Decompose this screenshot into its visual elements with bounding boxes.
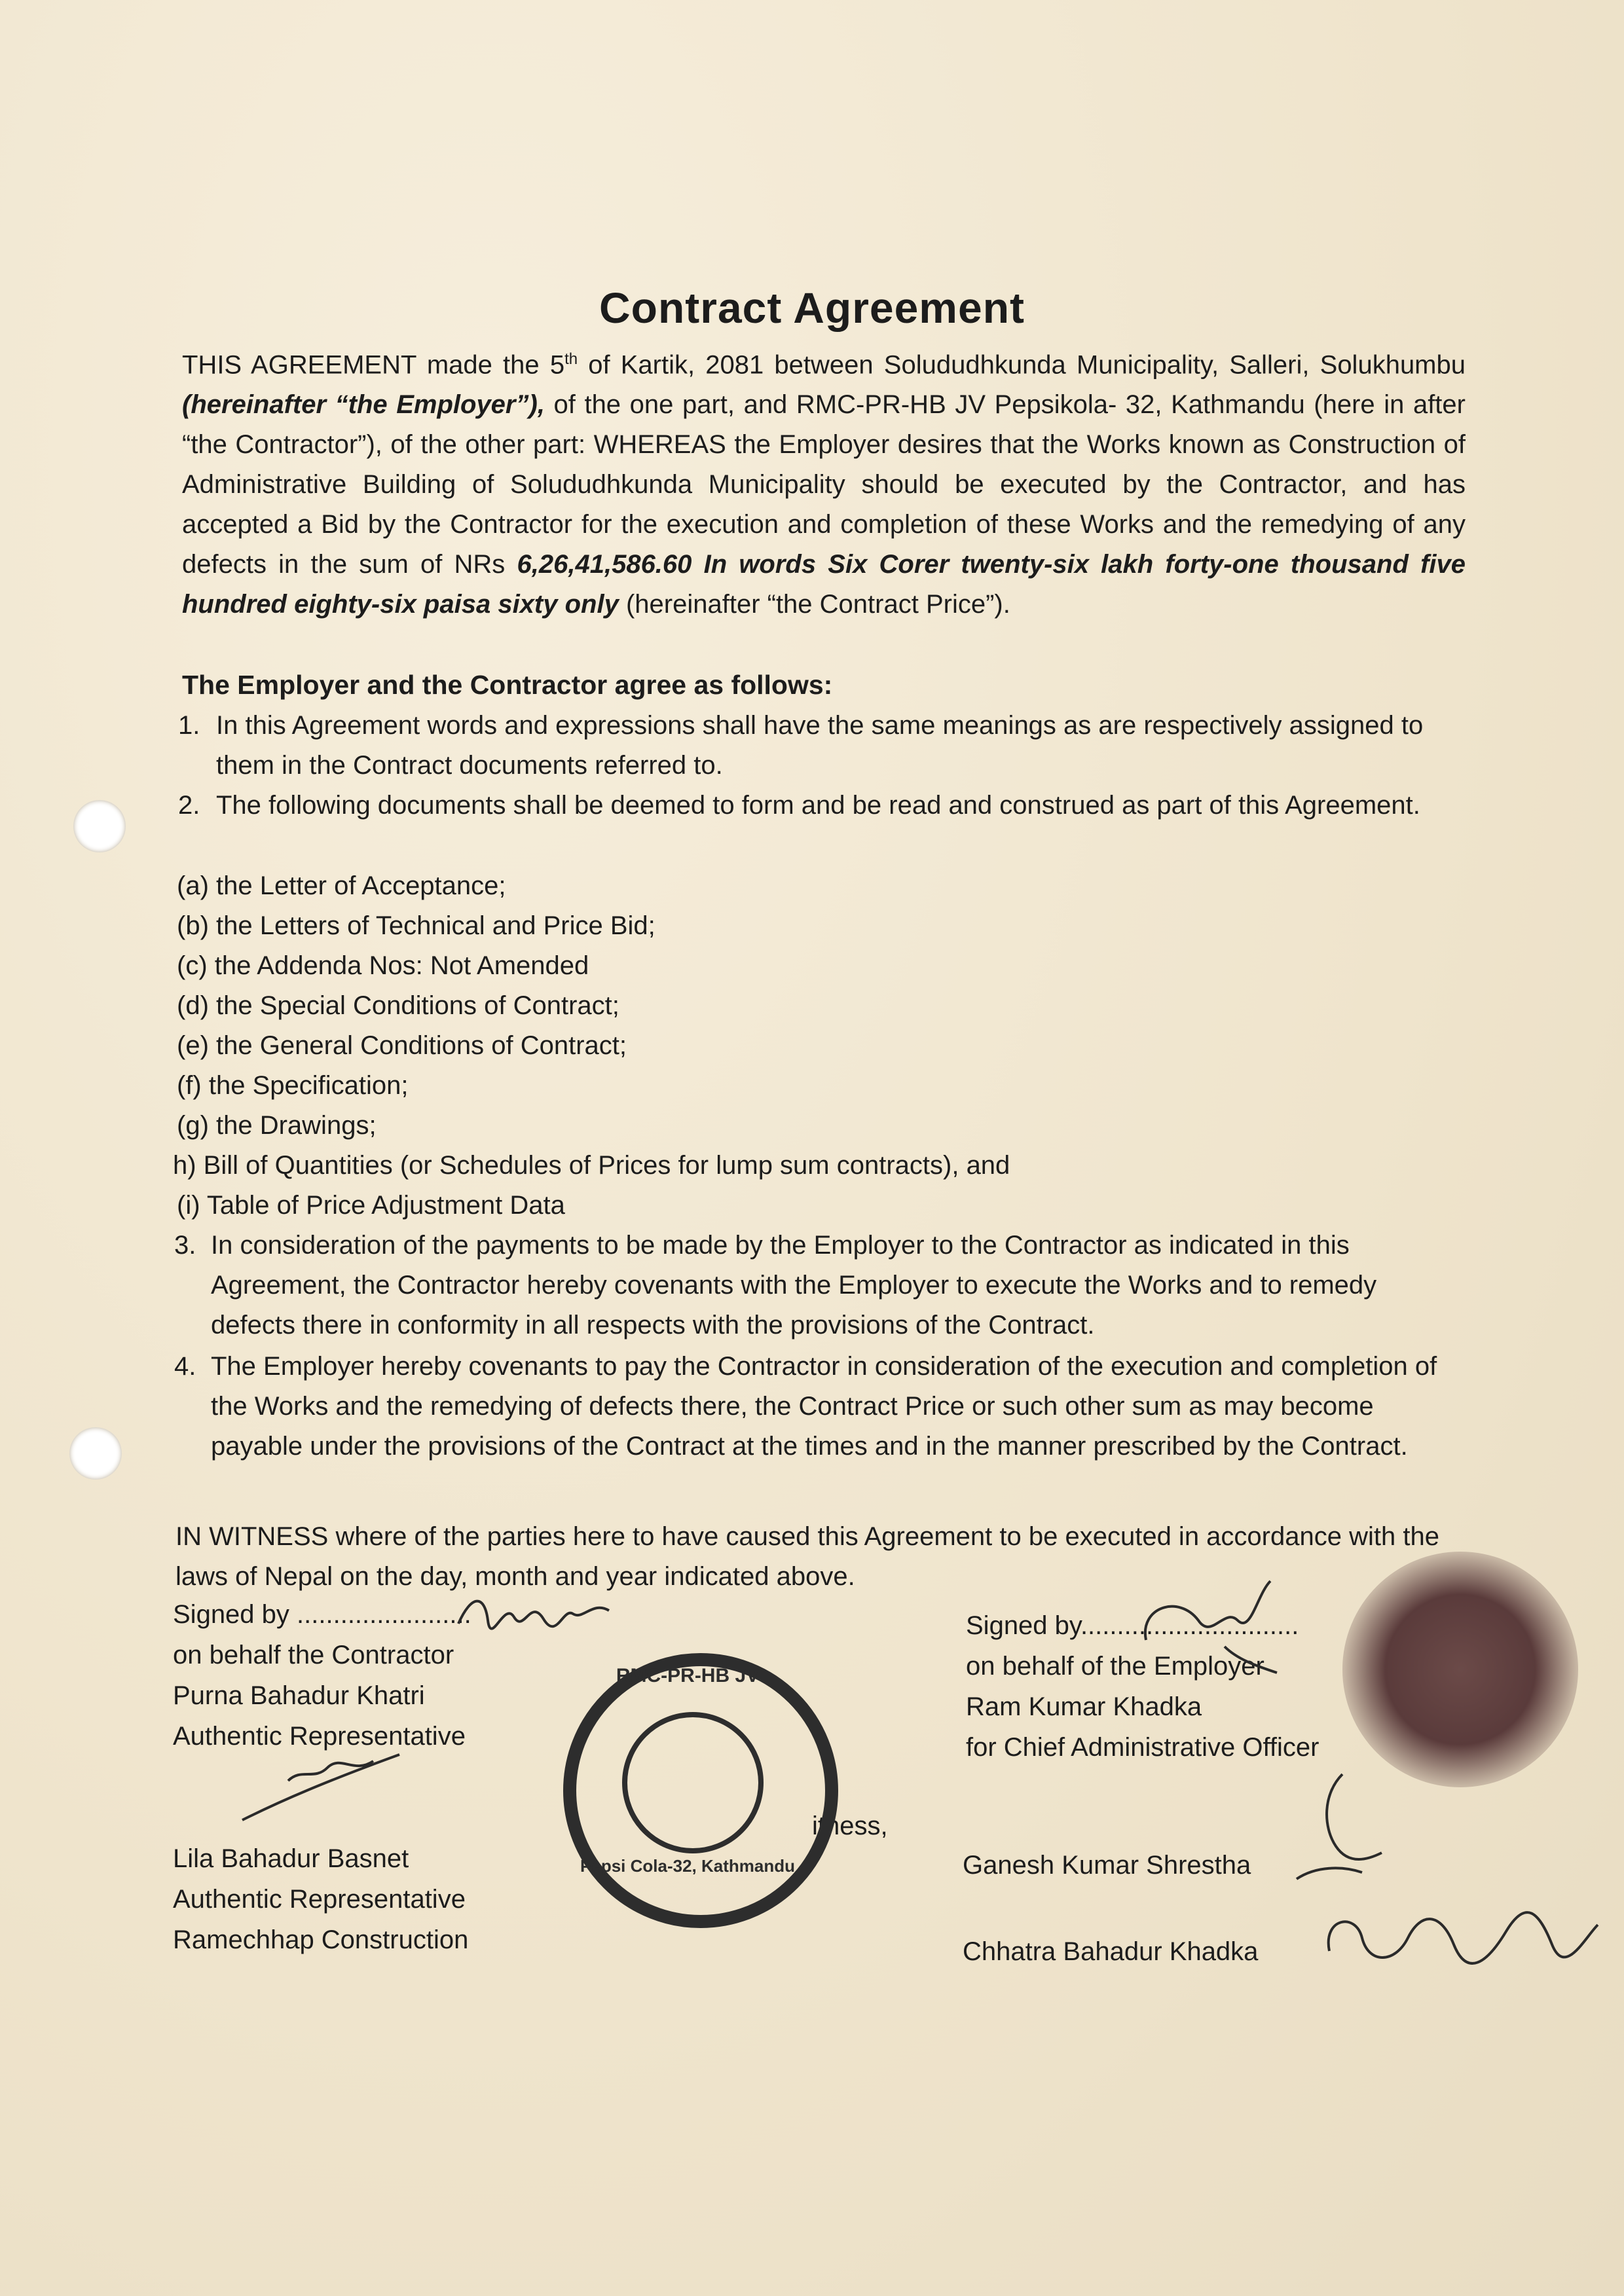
employer-witness-name-1: Ganesh Kumar Shrestha — [963, 1851, 1251, 1880]
employer-on-behalf: on behalf of the Employer — [966, 1652, 1264, 1681]
employer-definition: (hereinafter “the Employer”), — [182, 390, 545, 420]
document-item: (e) the General Conditions of Contract; — [177, 1031, 627, 1060]
contractor-company: Ramechhap Construction — [173, 1925, 469, 1954]
agreement-preamble — [182, 339, 1466, 625]
contractor-signatory-name: Purna Bahadur Khatri — [173, 1681, 425, 1710]
municipality-seal — [1342, 1552, 1578, 1787]
document-item: h) Bill of Quantities (or Schedules of Prices for lump sum contracts), and — [173, 1151, 1010, 1180]
clause-number: 1. — [178, 711, 200, 740]
contractor-signatory-role: Authentic Representative — [173, 1722, 466, 1751]
contract-amount: 6,26,41,586.60 In words Six Corer twenty-six lakh forty-one thousand five hundred eighty-six paisa sixty only — [182, 550, 1466, 619]
document-item: (a) the Letter of Acceptance; — [177, 871, 506, 900]
contractor-stamp — [563, 1653, 838, 1928]
document-item: (g) the Drawings; — [177, 1111, 377, 1140]
punch-hole-upper — [73, 800, 126, 852]
clause-text: In consideration of the payments to be made by the Employer to the Contractor as indicated in this Agreement, the Contractor hereby covenants with the Employer to execute the Works and to remedy defects there in conformity in all respects with the provisions of the Contract. — [211, 1231, 1377, 1339]
witness-signature-2 — [1316, 1892, 1604, 1990]
stamp-bottom-text: Pepsi Cola-32, Kathmandu — [580, 1856, 795, 1876]
document-item: (f) the Specification; — [177, 1071, 409, 1100]
witness-label: itness, — [812, 1812, 888, 1840]
witness-signature-1 — [1283, 1768, 1395, 1899]
preamble-text-3: of the one part, and RMC-PR-HB JV Pepsikola- 32, Kathmandu (here in after “the Contractor”), of the other part: WHEREAS the Employer desires that the Works known as Construction of Administrative Building of Solududhkunda Municipality should be executed by the Contractor, and has accepted a Bid by the Contractor for the execution and completion of these Works and the remedying of any defects in the sum of NRs — [182, 390, 1466, 579]
preamble-text-1: THIS AGREEMENT made the 5 — [182, 350, 565, 380]
clause-text: The Employer hereby covenants to pay the Contractor in consideration of the execution and completion of the Works and the remedying of defects there, the Contract Price or such other sum as may become payable under the provisions of the Contract at the times and in the manner prescribed by the Contract. — [211, 1352, 1437, 1461]
clause-text: The following documents shall be deemed to form and be read and construed as part of this Agreement. — [216, 791, 1420, 820]
employer-signature — [1126, 1568, 1297, 1679]
document-item: (i) Table of Price Adjustment Data — [177, 1191, 565, 1220]
employer-signatory-role: for Chief Administrative Officer — [966, 1733, 1320, 1762]
document-item: (b) the Letters of Technical and Price Bid; — [177, 911, 655, 940]
employer-signatory-name: Ram Kumar Khadka — [966, 1692, 1202, 1721]
agree-heading: The Employer and the Contractor agree as follows: — [182, 670, 833, 700]
employer-witness-name-2: Chhatra Bahadur Khadka — [963, 1937, 1259, 1966]
preamble-text-2: of Kartik, 2081 between Solududhkunda Municipality, Salleri, Solukhumbu — [578, 350, 1466, 380]
contractor-second-signatory-name: Lila Bahadur Basnet — [173, 1844, 409, 1873]
contractor-signature — [452, 1588, 622, 1640]
employer-signed-by: Signed by.............................. — [966, 1611, 1299, 1640]
document-title: Contract Agreement — [599, 283, 1025, 332]
document-item: (d) the Special Conditions of Contract; — [177, 991, 619, 1020]
contractor-on-behalf: on behalf the Contractor — [173, 1641, 454, 1669]
stamp-inner-ring — [622, 1712, 764, 1853]
punch-hole-lower — [69, 1427, 122, 1480]
contractor-second-signatory-role: Authentic Representative — [173, 1885, 466, 1914]
clause-text: In this Agreement words and expressions shall have the same meanings as are respectively assigned to them in the Contract documents referred to. — [216, 711, 1424, 780]
stamp-top-text: RMC-PR-HB JV — [616, 1665, 760, 1686]
date-suffix: th — [564, 350, 578, 368]
preamble-text-4: (hereinafter “the Contract Price”). — [618, 590, 1010, 619]
clause-number: 2. — [178, 791, 200, 820]
contractor-second-signature — [229, 1741, 426, 1833]
document-item: (c) the Addenda Nos: Not Amended — [177, 951, 589, 980]
contractor-signed-by: Signed by ........................ — [173, 1600, 471, 1629]
clause-number: 4. — [174, 1352, 196, 1381]
clause-number: 3. — [174, 1231, 196, 1260]
witness-clause: IN WITNESS where of the parties here to have caused this Agreement to be executed in accordance with the laws of Nepal on the day, month and year indicated above. — [175, 1522, 1439, 1591]
